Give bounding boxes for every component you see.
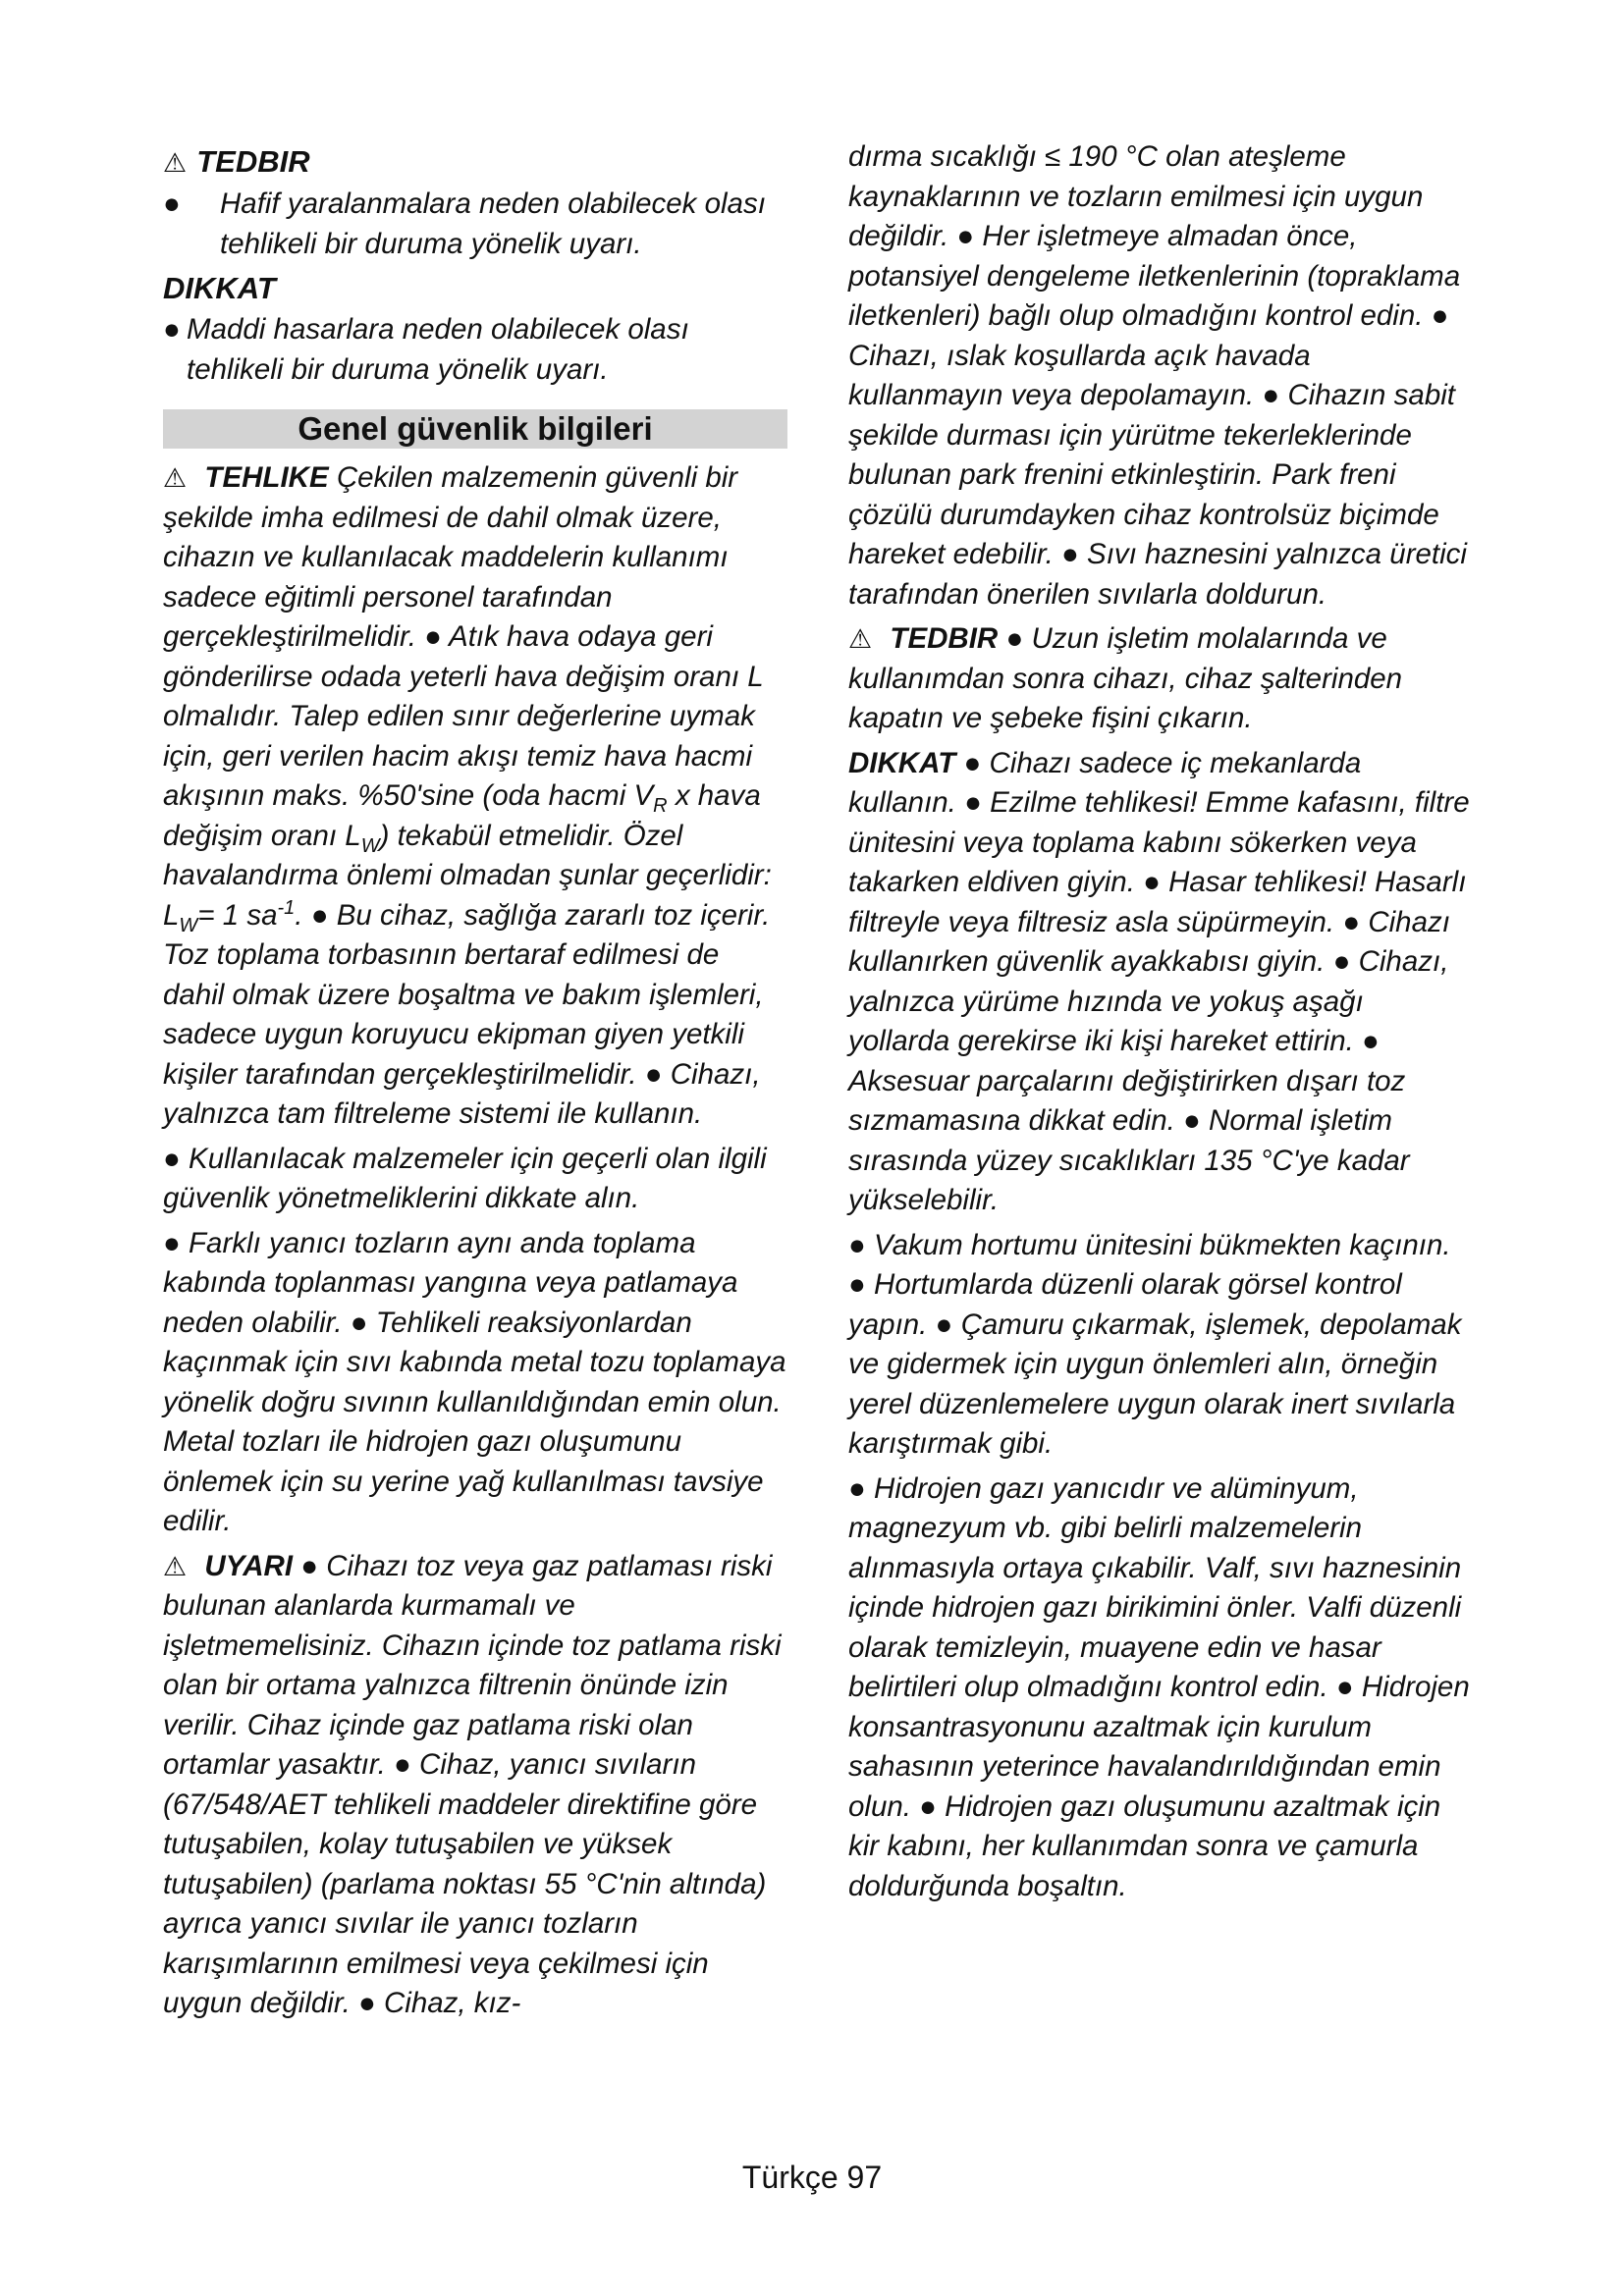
- continuation-paragraph: dırma sıcaklığı ≤ 190 °C olan ateşleme kaynaklarının ve tozların emilmesi için uygun değildir. ● Her işletmeye almadan önce, potansiyel dengeleme iletkenlerinin (topraklama iletkenleri) bağlı olup olmadığını kontrol edin. ● Cihazı, ıslak koşullarda açık havada kullanmayın veya depolamayın. ● Cihazın sabit şekilde durması için yürütme tekerleklerinde bulunan park frenini etkinleştirin. Park freni çözülü durumdayken cihaz kontrolsüz biçimde hareket edebilir. ● Sıvı haznesini yalnızca üretici tarafından önerilen sıvılarla doldurun.: [848, 140, 1467, 611]
- warning-triangle-icon: ⚠: [163, 148, 188, 178]
- tedbir-paragraph: ⚠ TEDBIR ● Uzun işletim molalarında ve kullanımdan sonra cihazı, cihaz şalterinden kapatın ve şebeke fişini çıkarın.: [848, 622, 1403, 734]
- dikkat-paragraph: DIKKAT ● Cihazı sadece iç mekanlarda kullanın. ● Ezilme tehlikesi! Emme kafasını, filtre ünitesini veya toplama kabını sökerken veya takarken eldiven giyin. ● Hasar tehlikesi! Hasarlı filtreyle veya filtresiz asla süpürmeyin. ● Cihazı kullanırken güvenlik ayakkabısı giyin. ● Cihazı, yalnızca yürüme hızında ve yokuş aşağı yollarda gerekirse iki kişi hareket ettirin. ● Aksesuar parçalarını değiştirirken dışarı toz sızmamasına dikkat edin. ● Normal işletim sırasında yüzey sıcaklıkları 135 °C'ye kadar yükselebilir.: [848, 746, 1470, 1216]
- page-footer: [0, 2160, 1624, 2196]
- dikkat-label: DIKKAT: [848, 746, 956, 779]
- bullet-paragraph-1: ● Kullanılacak malzemeler için geçerli olan ilgili güvenlik yönetmeliklerini dikkate alın.: [163, 1142, 767, 1214]
- footer-language: Türkçe: [741, 2160, 839, 2195]
- tedbir-header: ⚠ TEDBIR: [163, 144, 310, 179]
- dikkat-item: ● Maddi hasarlara neden olabilecek olası tehlikeli bir duruma yönelik uyarı.: [163, 309, 787, 390]
- bullet-paragraph-4: ● Hidrojen gazı yanıcıdır ve alüminyum, magnezyum vb. gibi belirli malzemelerin alınmasıyla ortaya çıkabilir. Valf, sıvı haznesinin içinde hidrojen gazı birikimini önler. Valfi düzenli olarak temizleyin, muayene edin ve hasar belirtileri olup olmadığını kontrol edin. ● Hidrojen konsantrasyonunu azaltmak için kurulum sahasının yeterince havalandırıldığından emin olun. ● Hidrojen gazı oluşumunu azaltmak için kir kabını, her kullanımdan sonra ve çamurla doldurğunda boşaltın.: [848, 1471, 1470, 1902]
- tehlike-paragraph: ⚠ TEHLIKE Çekilen malzemenin güvenli bir şekilde imha edilmesi de dahil olmak üzere, cihazın ve kullanılacak maddelerin kullanımı sadece eğitimli personel tarafından gerçekleştirilmelidir. ● Atık hava odaya geri gönderilirse odada yeterli hava değişim oranı L olmalıdır. Talep edilen sınır değerlerine uymak için, geri verilen hacim akışı temiz hava hacmi akışının maks. %50'sine (oda hacmi $V_R$ x hava değişim oranı $L_W$) tekabül etmelidir. Özel havalandırma önlemi olmadan şunlar geçerlidir: $L_W= 1$ $sa^{-1}$. ● Bu cihaz, sağlığa zararlı toz içerir. Toz toplama torbasının bertaraf edilmesi de dahil olmak üzere boşaltma ve bakım işlemleri, sadece uygun koruyucu ekipman giyen yetkili kişiler tarafından gerçekleştirilmelidir. ● Cihazı, yalnızca tam filtreleme sistemi ile kullanın.: [163, 461, 772, 1130]
- left-column: [163, 137, 787, 2029]
- tedbir-item: ● Hafif yaralanmalara neden olabilecek olası tehlikeli bir duruma yönelik uyarı.: [163, 184, 787, 264]
- page-number: 97: [846, 2160, 883, 2195]
- bullet-paragraph-2: ● Farklı yanıcı tozların aynı anda toplama kabında toplanması yangına veya patlamaya neden olabilir. ● Tehlikeli reaksiyonlardan kaçınmak için sıvı kabında metal tozu toplamaya yönelik doğru sıvının kullanıldığından emin olun. Metal tozları ile hidrojen gazı oluşumunu önlemek için su yerine yağ kullanılması tavsiye edilir.: [163, 1226, 786, 1537]
- bullet-icon: ●: [163, 313, 181, 346]
- bullet-icon: ●: [163, 187, 181, 220]
- dikkat-header: DIKKAT: [163, 271, 276, 305]
- uyari-paragraph: ⚠ UYARI ● Cihazı toz veya gaz patlaması riski bulunan alanlarda kurmamalı ve işletmemelisiniz. Cihazın içinde toz patlama riski olan bir ortama yalnızca filtrenin önünde izin verilir. Cihaz içinde gaz patlama riski olan ortamlar yasaktır. ● Cihaz, yanıcı sıvıların (67/548/AET tehlikeli maddeler direktifine göre tutuşabilen, kolay tutuşabilen ve yüksek tutuşabilen) (parlama noktası 55 °C'nin altında) ayrıca yanıcı sıvılar ile yanıcı tozların karışımlarının emilmesi veya çekilmesi için uygun değildir. ● Cihaz, kız-: [163, 1549, 782, 2019]
- tehlike-label: TEHLIKE: [204, 461, 329, 494]
- tedbir-label: TEDBIR: [890, 622, 999, 655]
- uyari-label: UYARI: [204, 1549, 294, 1582]
- warning-triangle-icon: ⚠: [163, 1551, 188, 1581]
- section-title: Genel güvenlik bilgileri: [163, 409, 787, 449]
- warning-triangle-icon: ⚠: [163, 463, 188, 493]
- warning-triangle-icon: ⚠: [848, 624, 873, 654]
- right-column: [848, 137, 1473, 1911]
- bullet-paragraph-3: ● Vakum hortumu ünitesini bükmekten kaçının. ● Hortumlarda düzenli olarak görsel kontrol yapın. ● Çamuru çıkarmak, işlemek, depolamak ve gidermek için uygun önlemleri alın, örneğin yerel düzenlemelere uygun olarak inert sıvılarla karıştırmak gibi.: [848, 1228, 1462, 1460]
